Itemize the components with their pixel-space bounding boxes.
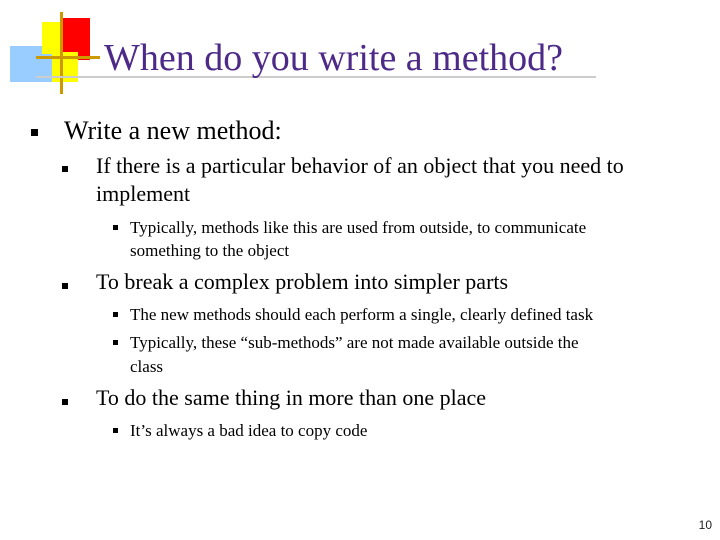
logo-vertical-line xyxy=(60,12,63,94)
bullet-square-icon xyxy=(113,340,118,345)
bullet-square-icon xyxy=(113,428,118,433)
bullet-1-1-1-line-2: something to the object xyxy=(130,241,290,260)
slide-logo xyxy=(0,0,100,100)
bullet-1-3: To do the same thing in more than one place xyxy=(96,385,487,410)
bullet-square-icon xyxy=(62,283,68,289)
bullet-1-1-1-line-1: Typically, methods like this are used from outside, to communicate xyxy=(130,218,587,237)
bullet-1-2-1: The new methods should each perform a single, clearly defined task xyxy=(130,305,594,324)
bullet-1-2: To break a complex problem into simpler parts xyxy=(96,269,509,294)
page-number: 10 xyxy=(698,518,712,532)
bullet-1: Write a new method: xyxy=(64,116,282,145)
logo-horizontal-line xyxy=(36,56,100,59)
bullet-square-icon xyxy=(113,225,118,230)
bullet-square-icon xyxy=(113,312,118,317)
bullet-1-2-2-line-1: Typically, these “sub-methods” are not made available outside the xyxy=(130,333,579,352)
bullet-1-1-line-2: implement xyxy=(96,181,191,206)
bullet-square-icon xyxy=(62,399,68,405)
bullet-1-2-2-line-2: class xyxy=(130,357,164,376)
bullet-1-1-line-1: If there is a particular behavior of an object that you need to xyxy=(96,153,624,178)
slide-title: When do you write a method? xyxy=(104,37,564,79)
bullet-square-icon xyxy=(62,166,68,172)
bullet-1-3-1: It’s always a bad idea to copy code xyxy=(130,421,368,440)
bullet-square-icon xyxy=(31,129,38,136)
